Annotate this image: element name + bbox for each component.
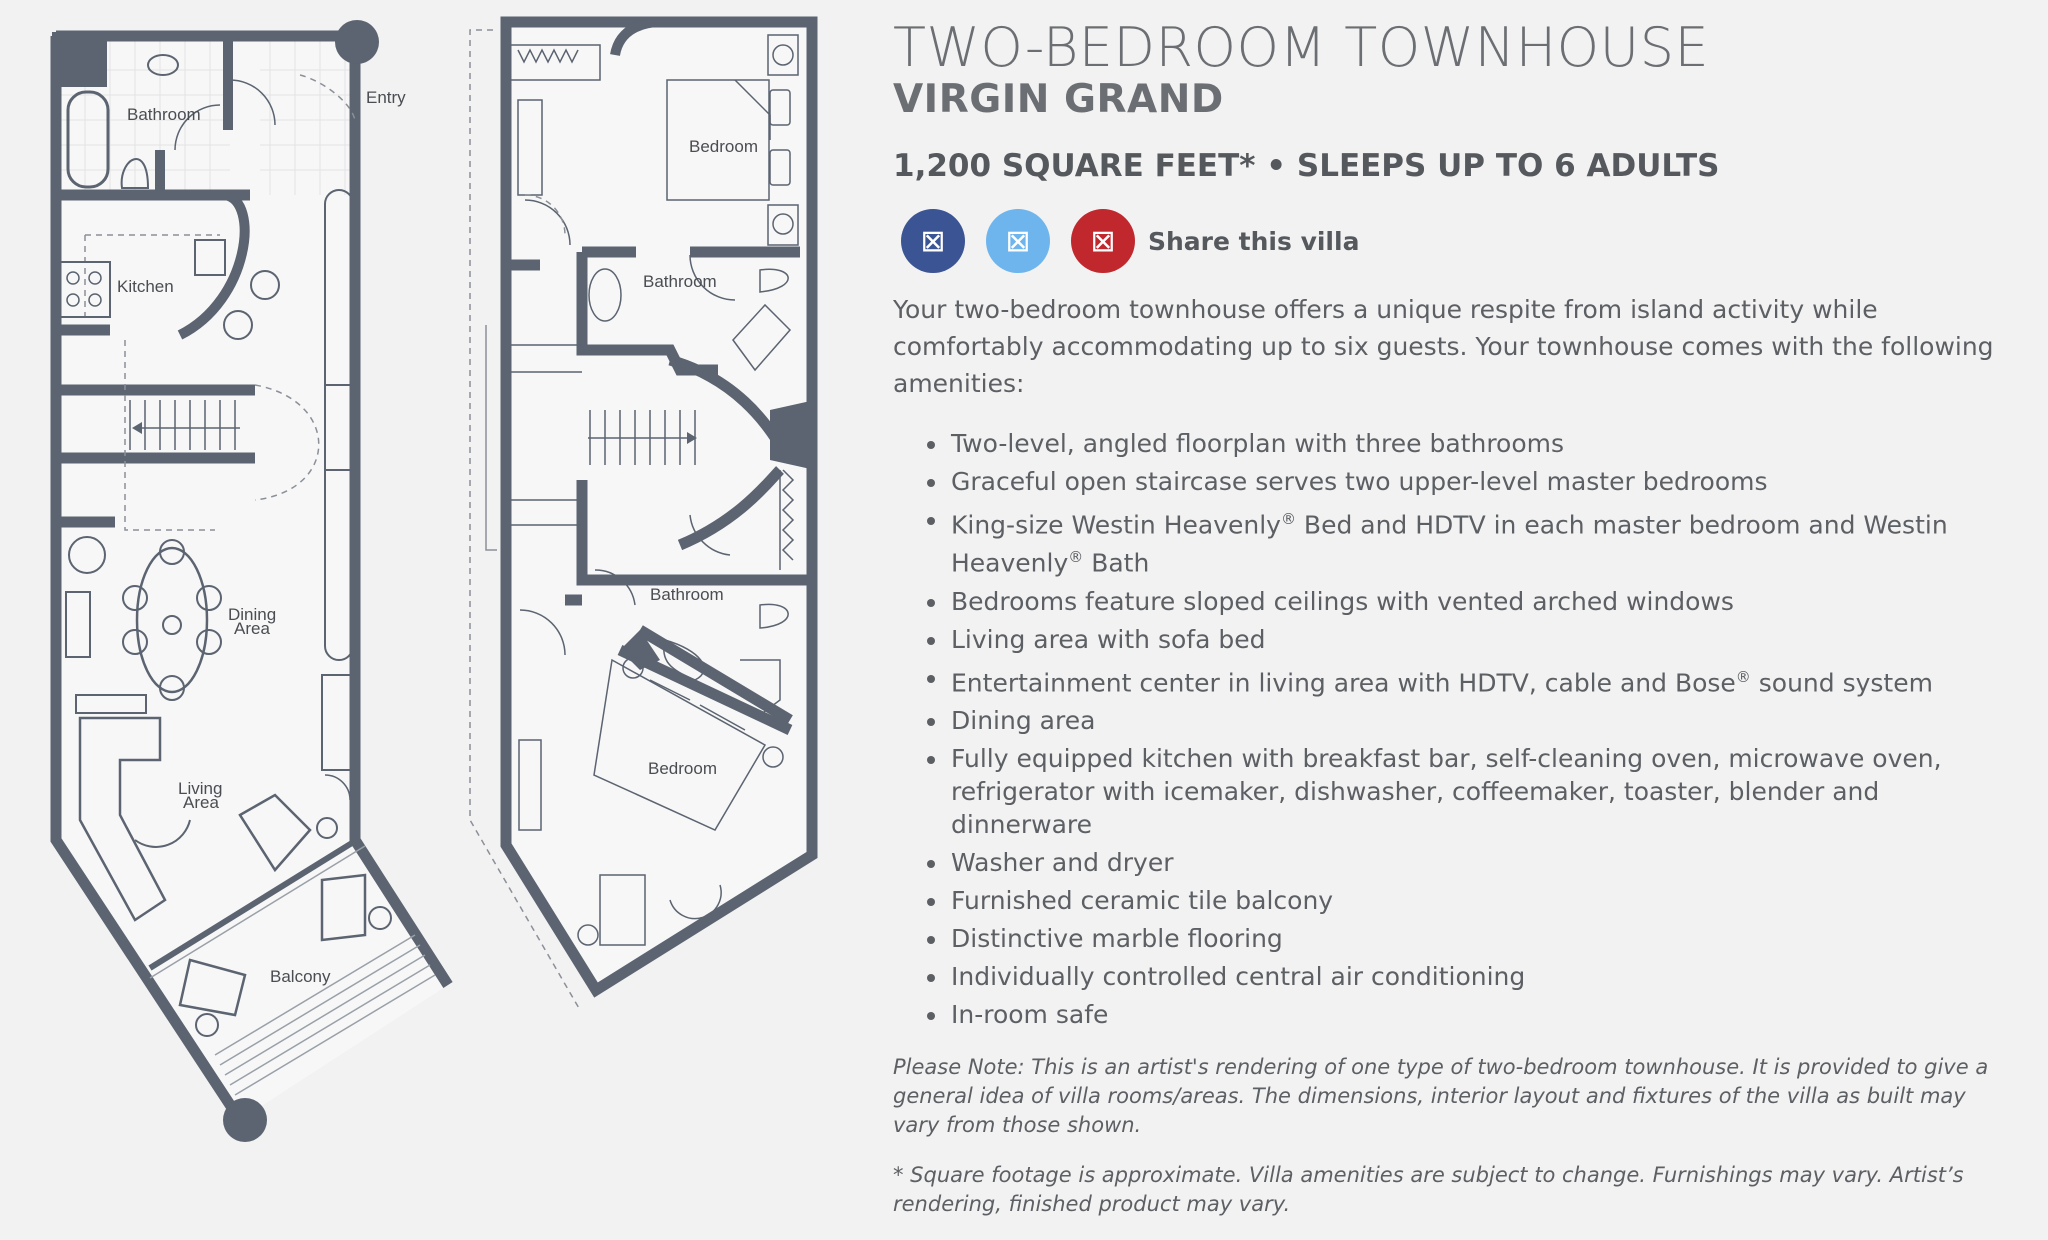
room-label-bathroom-upper-1: Bathroom: [643, 272, 717, 291]
list-item: Distinctive marble flooring: [951, 922, 2018, 955]
villa-info-panel: [893, 18, 2018, 1240]
floorplan-diagram: [0, 0, 880, 1148]
room-label-dining-area: Area: [234, 619, 270, 638]
pinterest-icon: ⊠: [1090, 223, 1116, 259]
room-label-living-area: Area: [183, 793, 219, 812]
room-label-bathroom-upper-2: Bathroom: [650, 585, 724, 604]
list-item: King-size Westin Heavenly® Bed and HDTV in each master bedroom and Westin Heavenly® Bath: [951, 503, 2018, 580]
list-item: Bedrooms feature sloped ceilings with vented arched windows: [951, 585, 2018, 618]
twitter-share-button[interactable]: [986, 209, 1050, 273]
pinterest-share-button[interactable]: [1071, 209, 1135, 273]
room-label-dining: Dining: [228, 605, 277, 624]
upper-level-plan: [470, 22, 815, 1010]
villa-stats: 1,200 SQUARE FEET* • SLEEPS UP TO 6 ADULTS: [893, 148, 1720, 184]
room-label-bathroom-lower: Bathroom: [127, 105, 201, 124]
share-bar: [893, 208, 2018, 274]
resort-subtitle: VIRGIN GRAND: [893, 77, 1224, 122]
list-item: Two-level, angled floorplan with three bathrooms: [951, 427, 2018, 460]
page-title: TWO-BEDROOM TOWNHOUSE: [893, 16, 1710, 79]
list-item: Individually controlled central air conditioning: [951, 960, 2018, 993]
room-label-balcony: Balcony: [270, 967, 331, 986]
list-item: Graceful open staircase serves two upper-level master bedrooms: [951, 465, 2018, 498]
room-label-living: Living: [178, 779, 223, 798]
room-label-entry: Entry: [366, 88, 406, 107]
room-label-bedroom-upper-2: Bedroom: [648, 759, 717, 778]
list-item: Entertainment center in living area with HDTV, cable and Bose® sound system: [951, 661, 2018, 699]
intro-paragraph: Your two-bedroom townhouse offers a unique respite from island activity while comfortably accommodating up to six guests. Your townhouse comes with the following amenities:: [893, 295, 1994, 398]
disclaimer-note: Please Note: This is an artist's rendering of one type of two-bedroom townhouse. It is provided to give a general idea of villa rooms/areas. The dimensions, interior layout and fixtures of the villa as built may vary from those shown.: [893, 1054, 1989, 1137]
room-label-bedroom-upper-1: Bedroom: [689, 137, 758, 156]
room-label-kitchen: Kitchen: [117, 277, 174, 296]
facebook-icon: ⊠: [920, 223, 946, 259]
lower-level-plan: [52, 20, 448, 1142]
list-item: Dining area: [951, 704, 2018, 737]
list-item: In-room safe: [951, 998, 2018, 1031]
square-footage-note: * Square footage is approximate. Villa amenities are subject to change. Furnishings may vary. Artist’s rendering, finished product may vary.: [893, 1162, 1964, 1216]
list-item: Living area with sofa bed: [951, 623, 2018, 656]
list-item: Washer and dryer: [951, 846, 2018, 879]
facebook-share-button[interactable]: [901, 209, 965, 273]
twitter-icon: ⊠: [1005, 223, 1031, 259]
amenities-list: [893, 427, 2018, 1031]
list-item: Fully equipped kitchen with breakfast bar, self-cleaning oven, microwave oven, refrigerator with icemaker, dishwasher, coffeemaker, toaster, blender and dinnerware: [951, 742, 2018, 841]
share-label: Share this villa: [1148, 226, 1360, 256]
list-item: Furnished ceramic tile balcony: [951, 884, 2018, 917]
